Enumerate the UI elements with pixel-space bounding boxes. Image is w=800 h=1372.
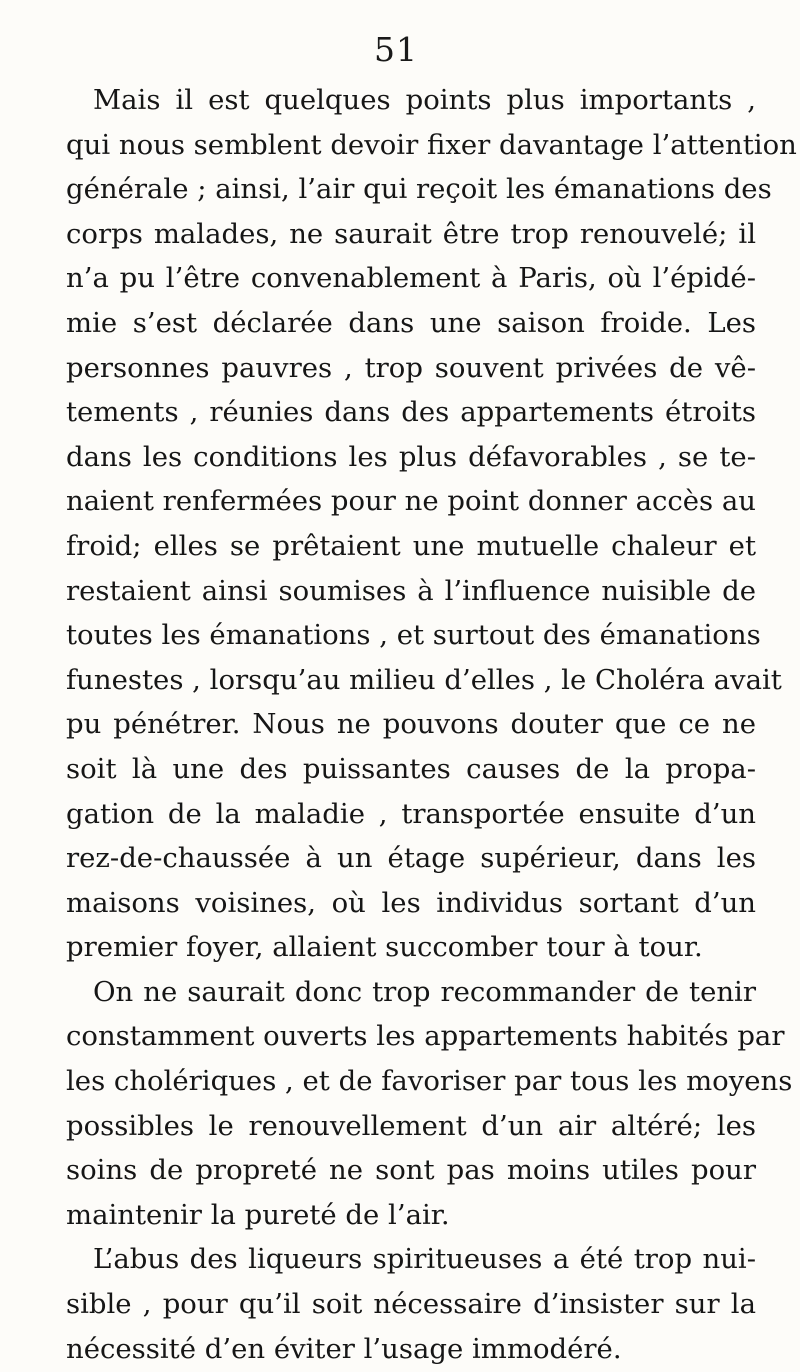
text-line: sible , pour qu’il soit nécessaire d’insister sur la [66, 1288, 756, 1321]
body-text [66, 78, 797, 1371]
page-number: 51 [374, 30, 418, 69]
paragraph-3 [66, 1237, 756, 1371]
text-line: mie s’est déclarée dans une saison froide. Les [66, 306, 756, 339]
text-line: dans les conditions les plus défavorables , se te- [66, 440, 756, 473]
text-line: qui nous semblent devoir fixer davantage l’attention [66, 128, 797, 161]
text-line: constamment ouverts les appartements habités par [66, 1020, 785, 1053]
text-line: corps malades, ne saurait être trop renouvelé; il [66, 217, 756, 250]
text-line: possibles le renouvellement d’un air altéré; les [66, 1109, 756, 1142]
text-line: Mais il est quelques points plus importants , [93, 84, 756, 116]
text-line: froid; elles se prêtaient une mutuelle chaleur et [66, 529, 756, 562]
text-line: rez-de-chaussée à un étage supérieur, dans les [66, 842, 756, 875]
text-line: nécessité d’en éviter l’usage immodéré. [66, 1332, 622, 1365]
text-line: funestes , lorsqu’au milieu d’elles , le Choléra avait [66, 663, 782, 696]
text-line: maintenir la pureté de l’air. [66, 1198, 450, 1231]
text-line: pu pénétrer. Nous ne pouvons douter que ce ne [66, 708, 756, 741]
text-line: toutes les émanations , et surtout des émanations [66, 619, 761, 652]
text-line: premier foyer, allaient succomber tour à tour. [66, 931, 703, 964]
text-line: L’abus des liqueurs spiritueuses a été trop nui- [93, 1243, 756, 1276]
text-line: soins de propreté ne sont pas moins utiles pour [66, 1154, 756, 1187]
paragraph-2 [66, 970, 793, 1238]
text-line: générale ; ainsi, l’air qui reçoit les émanations des [66, 173, 772, 206]
text-line: soit là une des puissantes causes de la propa- [66, 752, 756, 785]
text-line: restaient ainsi soumises à l’influence nuisible de [66, 574, 756, 607]
paragraph-1 [66, 78, 797, 970]
text-line: tements , réunies dans des appartements étroits [66, 396, 756, 429]
text-line: maisons voisines, où les individus sortant d’un [66, 886, 756, 919]
text-line: personnes pauvres , trop souvent privées de vê- [66, 351, 756, 384]
text-line: naient renfermées pour ne point donner accès au [66, 485, 757, 518]
text-line: les cholériques , et de favoriser par tous les moyens [66, 1065, 793, 1098]
text-line: n’a pu l’être convenablement à Paris, où l’épidé- [66, 262, 756, 295]
text-line: On ne saurait donc trop recommander de tenir [93, 975, 756, 1008]
text-line: gation de la maladie , transportée ensuite d’un [66, 797, 756, 830]
